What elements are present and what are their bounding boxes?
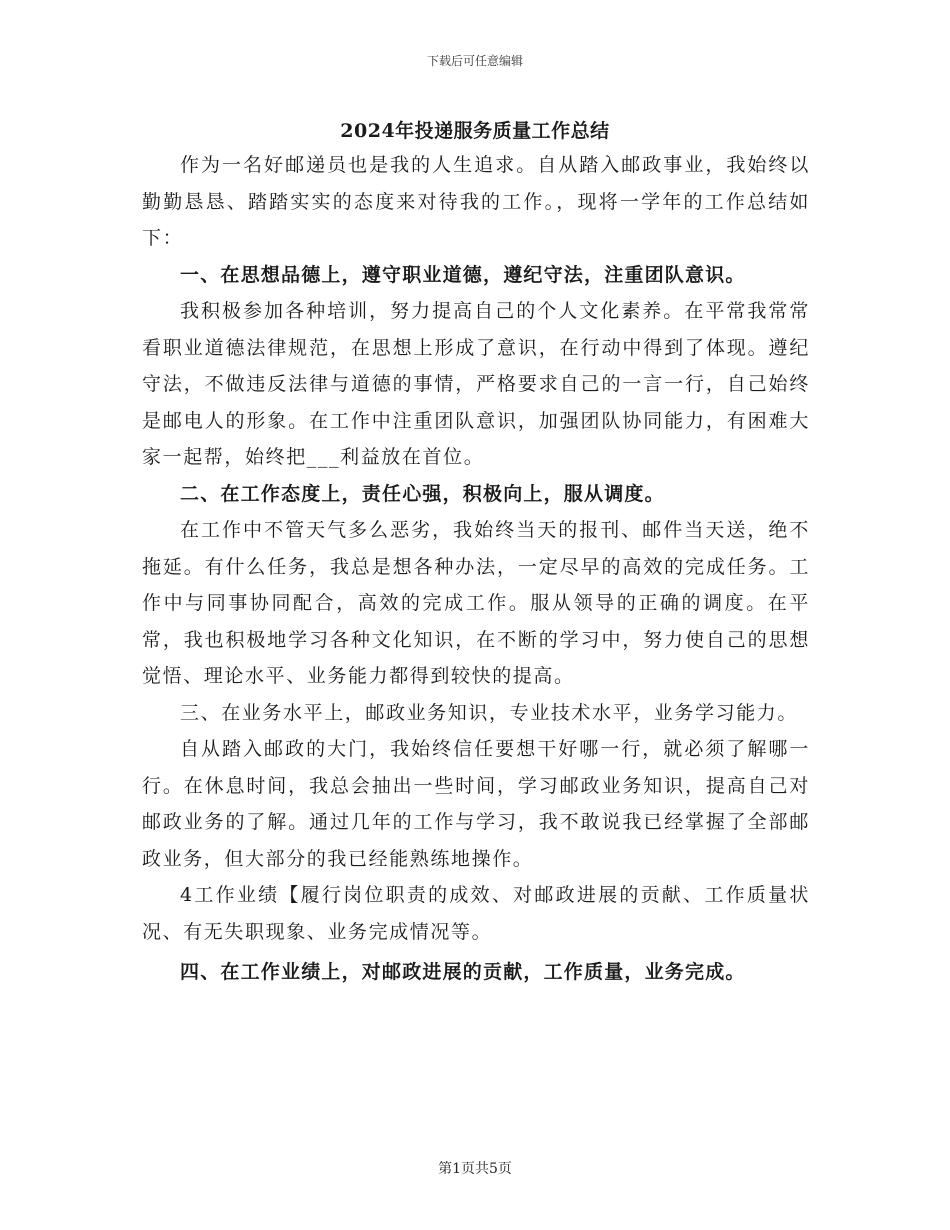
document-title: 2024年投递服务质量工作总结 — [340, 120, 610, 142]
section-heading-4: 四、在工作业绩上，对邮政进展的贡献，工作质量，业务完成。 — [180, 961, 746, 983]
paragraph-intro: 作为一名好邮递员也是我的人生追求。自从踏入邮政事业，我始终以勤勤恳恳、踏踏实实的态度来对待我的工作。，现将一学年的工作总结如下： — [142, 154, 810, 249]
paragraph-section-2: 在工作中不管天气多么恶劣，我始终当天的报刊、邮件当天送，绝不拖延。有什么任务，我总是想各种办法，一定尽早的高效的完成任务。工作中与同事协同配合，高效的完成工作。服从领导的正确的调度。在平常，我也积极地学习各种文化知识，在不断的学习中，努力使自己的思想觉悟、理论水平、业务能力都得到较快的提高。 — [142, 519, 810, 687]
section-heading-2: 二、在工作态度上，责任心强，积极向上，服从调度。 — [180, 482, 665, 505]
section-heading-3: 三、在业务水平上，邮政业务知识，专业技术水平，业务学习能力。 — [180, 701, 799, 724]
section-heading-1: 一、在思想品德上，遵守职业道德，遵纪守法，注重团队意识。 — [180, 263, 746, 286]
document-body — [142, 147, 810, 991]
header-note: 下载后可任意编辑 — [426, 54, 523, 68]
paragraph-work-performance: 4工作业绩【履行岗位职责的成效、对邮政进展的贡献、工作质量状况、有无失职现象、业务完成情况等。 — [142, 884, 810, 943]
page-number-footer: 第1页共5页 — [438, 1161, 512, 1177]
paragraph-section-1: 我积极参加各种培训，努力提高自己的个人文化素养。在平常我常常看职业道德法律规范，在思想上形成了意识，在行动中得到了体现。遵纪守法，不做违反法律与道德的事情，严格要求自己的一言一行，自己始终是邮电人的形象。在工作中注重团队意识，加强团队协同能力，有困难大家一起帮，始终把___利益放在首位。 — [142, 300, 810, 468]
paragraph-section-3: 自从踏入邮政的大门，我始终信任要想干好哪一行，就必须了解哪一行。在休息时间，我总会抽出一些时间，学习邮政业务知识，提高自己对邮政业务的了解。通过几年的工作与学习，我不敢说我已经掌握了全部邮政业务，但大部分的我已经能熟练地操作。 — [142, 738, 810, 870]
